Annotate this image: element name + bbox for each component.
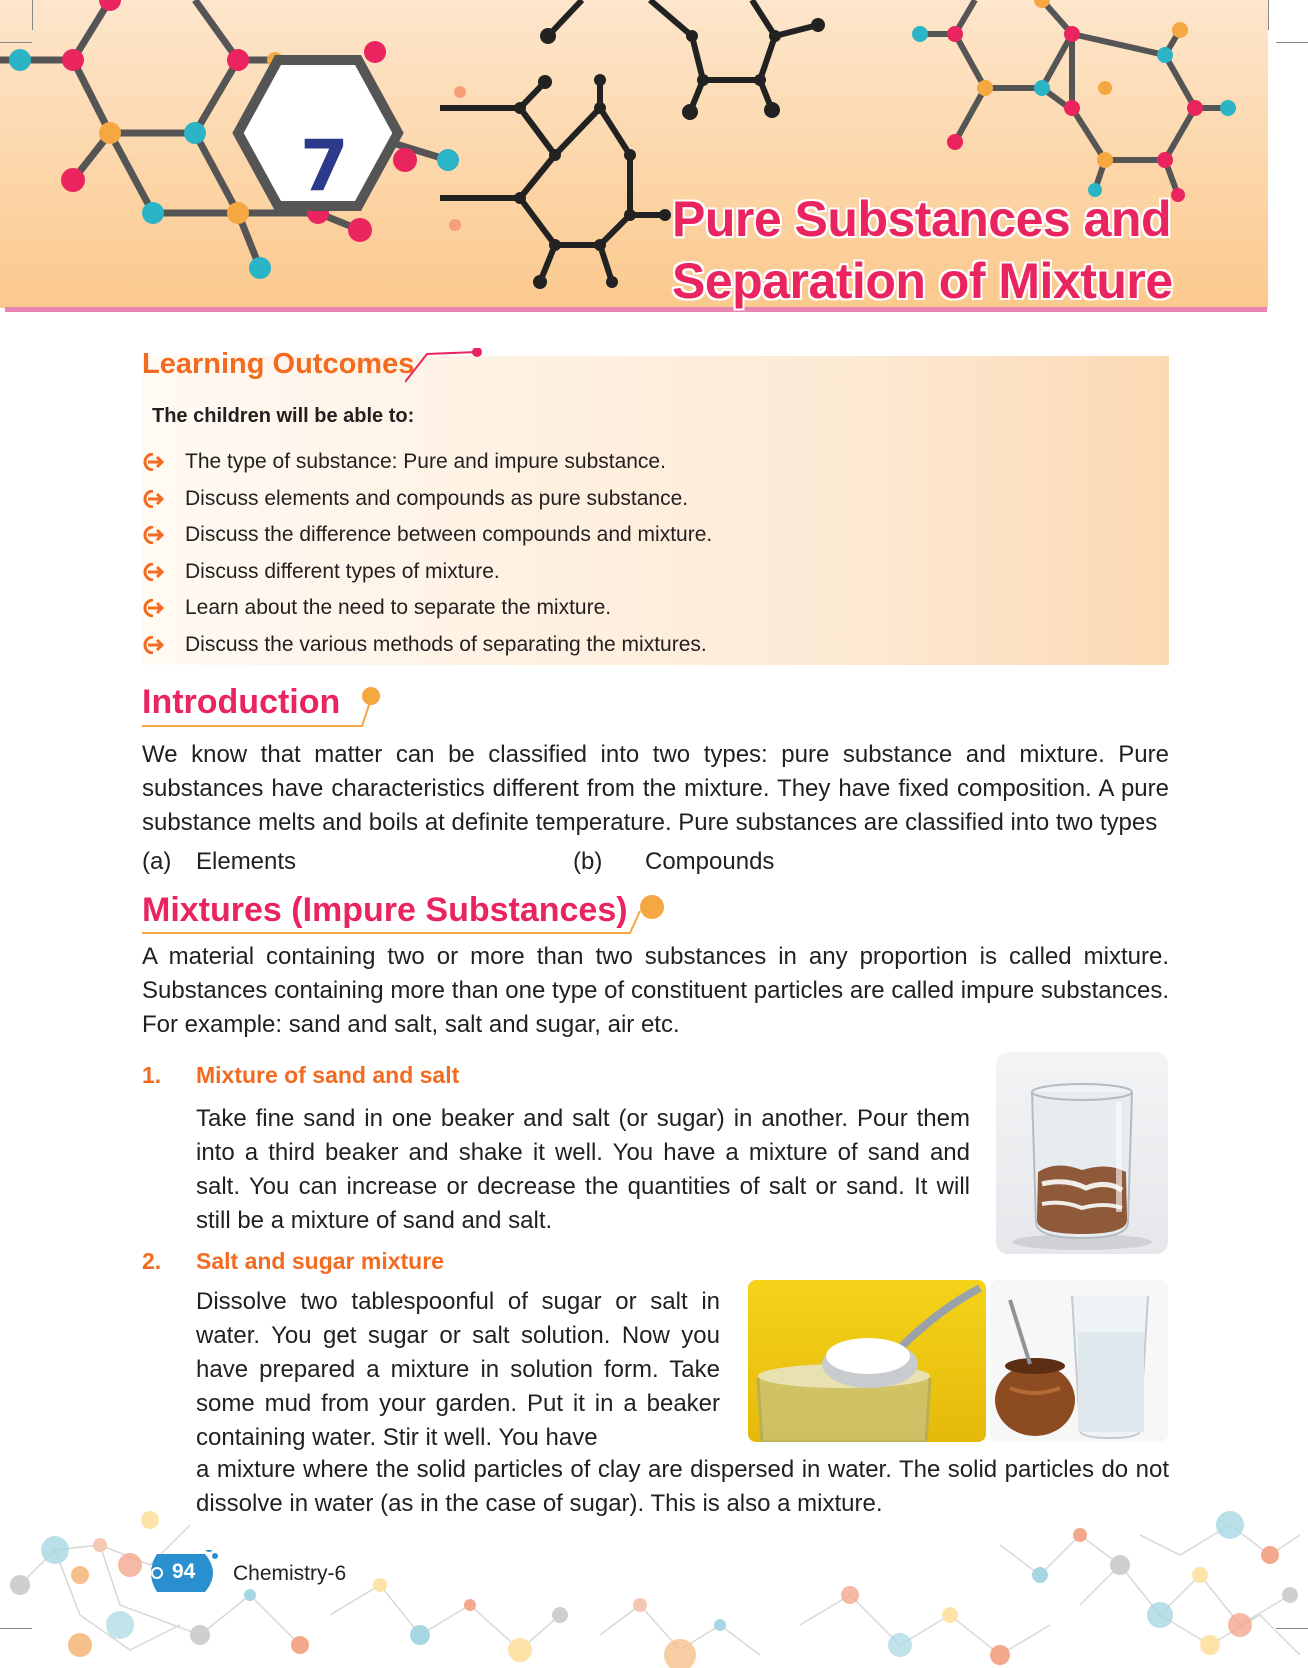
list-item <box>142 444 712 481</box>
item-number: 2. <box>142 1248 162 1274</box>
beaker-sand-salt-image <box>996 1052 1168 1254</box>
type-a: Elements <box>196 848 297 875</box>
chapter-title-line-1: Pure Substances and <box>672 191 1171 247</box>
spoon-sugar-water-image <box>748 1280 986 1442</box>
learning-outcomes-list <box>142 444 712 664</box>
list-item <box>142 590 712 627</box>
heading-underline-icon <box>142 893 672 937</box>
arrow-bullet-icon <box>142 526 164 544</box>
introduction-heading: Introduction <box>142 683 341 721</box>
type-a-label: (a) <box>142 848 172 875</box>
item-paragraph-narrow: Dissolve two tablespoonful of sugar or salt in water. You get sugar or salt solution. Now you have prepared a mixture in solution form. Take some mud from your garden. Put it in a beaker containing water. Stir it well. You have <box>196 1288 720 1451</box>
type-b: Compounds <box>645 848 775 875</box>
chapter-number: 7 <box>300 125 349 207</box>
page-number: 94 <box>172 1560 196 1583</box>
list-item <box>142 481 712 518</box>
chapter-title-line-2: Separation of Mixture <box>672 253 1173 309</box>
item-number: 1. <box>142 1062 162 1088</box>
item-title: Salt and sugar mixture <box>196 1248 444 1274</box>
learning-outcomes-lead: The children will be able to: <box>152 405 415 427</box>
learning-outcome-text: Discuss different types of mixture. <box>185 559 500 583</box>
arrow-bullet-icon <box>142 599 164 617</box>
item-paragraph: Take fine sand in one beaker and salt (or sugar) in another. Pour them into a third beaker and shake it well. You have a mixture of sand and salt. You can increase or decrease the quantities of salt or sand. It will still be a mixture of sand and salt. <box>196 1105 970 1234</box>
learning-outcomes-heading: Learning Outcomes <box>142 348 415 380</box>
arrow-bullet-icon <box>142 636 164 654</box>
arrow-bullet-icon <box>142 490 164 508</box>
pot-and-glass-image <box>990 1280 1168 1442</box>
heading-underline-icon <box>142 686 382 730</box>
list-item <box>142 554 712 591</box>
heading-swoosh-icon <box>405 348 485 384</box>
arrow-bullet-icon <box>142 453 164 471</box>
mixtures-paragraph: A material containing two or more than two substances in any proportion is called mixture. Substances containing more than one type of constituent particles are called impure substances. For example: sand and salt, salt and sugar, air etc. <box>142 943 1169 1038</box>
learning-outcome-text: The type of substance: Pure and impure substance. <box>185 450 666 473</box>
type-b-label: (b) <box>573 848 603 875</box>
learning-outcome-text: Discuss the difference between compounds and mixture. <box>185 523 713 547</box>
arrow-bullet-icon <box>142 563 164 581</box>
item-title: Mixture of sand and salt <box>196 1062 460 1088</box>
item-paragraph-wide: a mixture where the solid particles of clay are dispersed in water. The solid particles do not dissolve in water (as in the case of sugar). This is also a mixture. <box>196 1456 1169 1517</box>
learning-outcome-text: Discuss elements and compounds as pure substance. <box>185 486 689 510</box>
learning-outcome-text: Learn about the need to separate the mixture. <box>185 596 612 620</box>
book-name: Chemistry-6 <box>233 1562 347 1585</box>
introduction-paragraph: We know that matter can be classified into two types: pure substance and mixture. Pure substances have characteristics different from the mixture. They have fixed composition. A pure substance melts and boils at definite temperature. Pure substances are classified into two types <box>142 741 1169 836</box>
learning-outcome-text: Discuss the various methods of separating the mixtures. <box>185 632 707 656</box>
chapter-title <box>672 188 1232 312</box>
list-item <box>142 517 712 554</box>
list-item <box>142 627 712 664</box>
mixtures-heading: Mixtures (Impure Substances) <box>142 891 628 929</box>
